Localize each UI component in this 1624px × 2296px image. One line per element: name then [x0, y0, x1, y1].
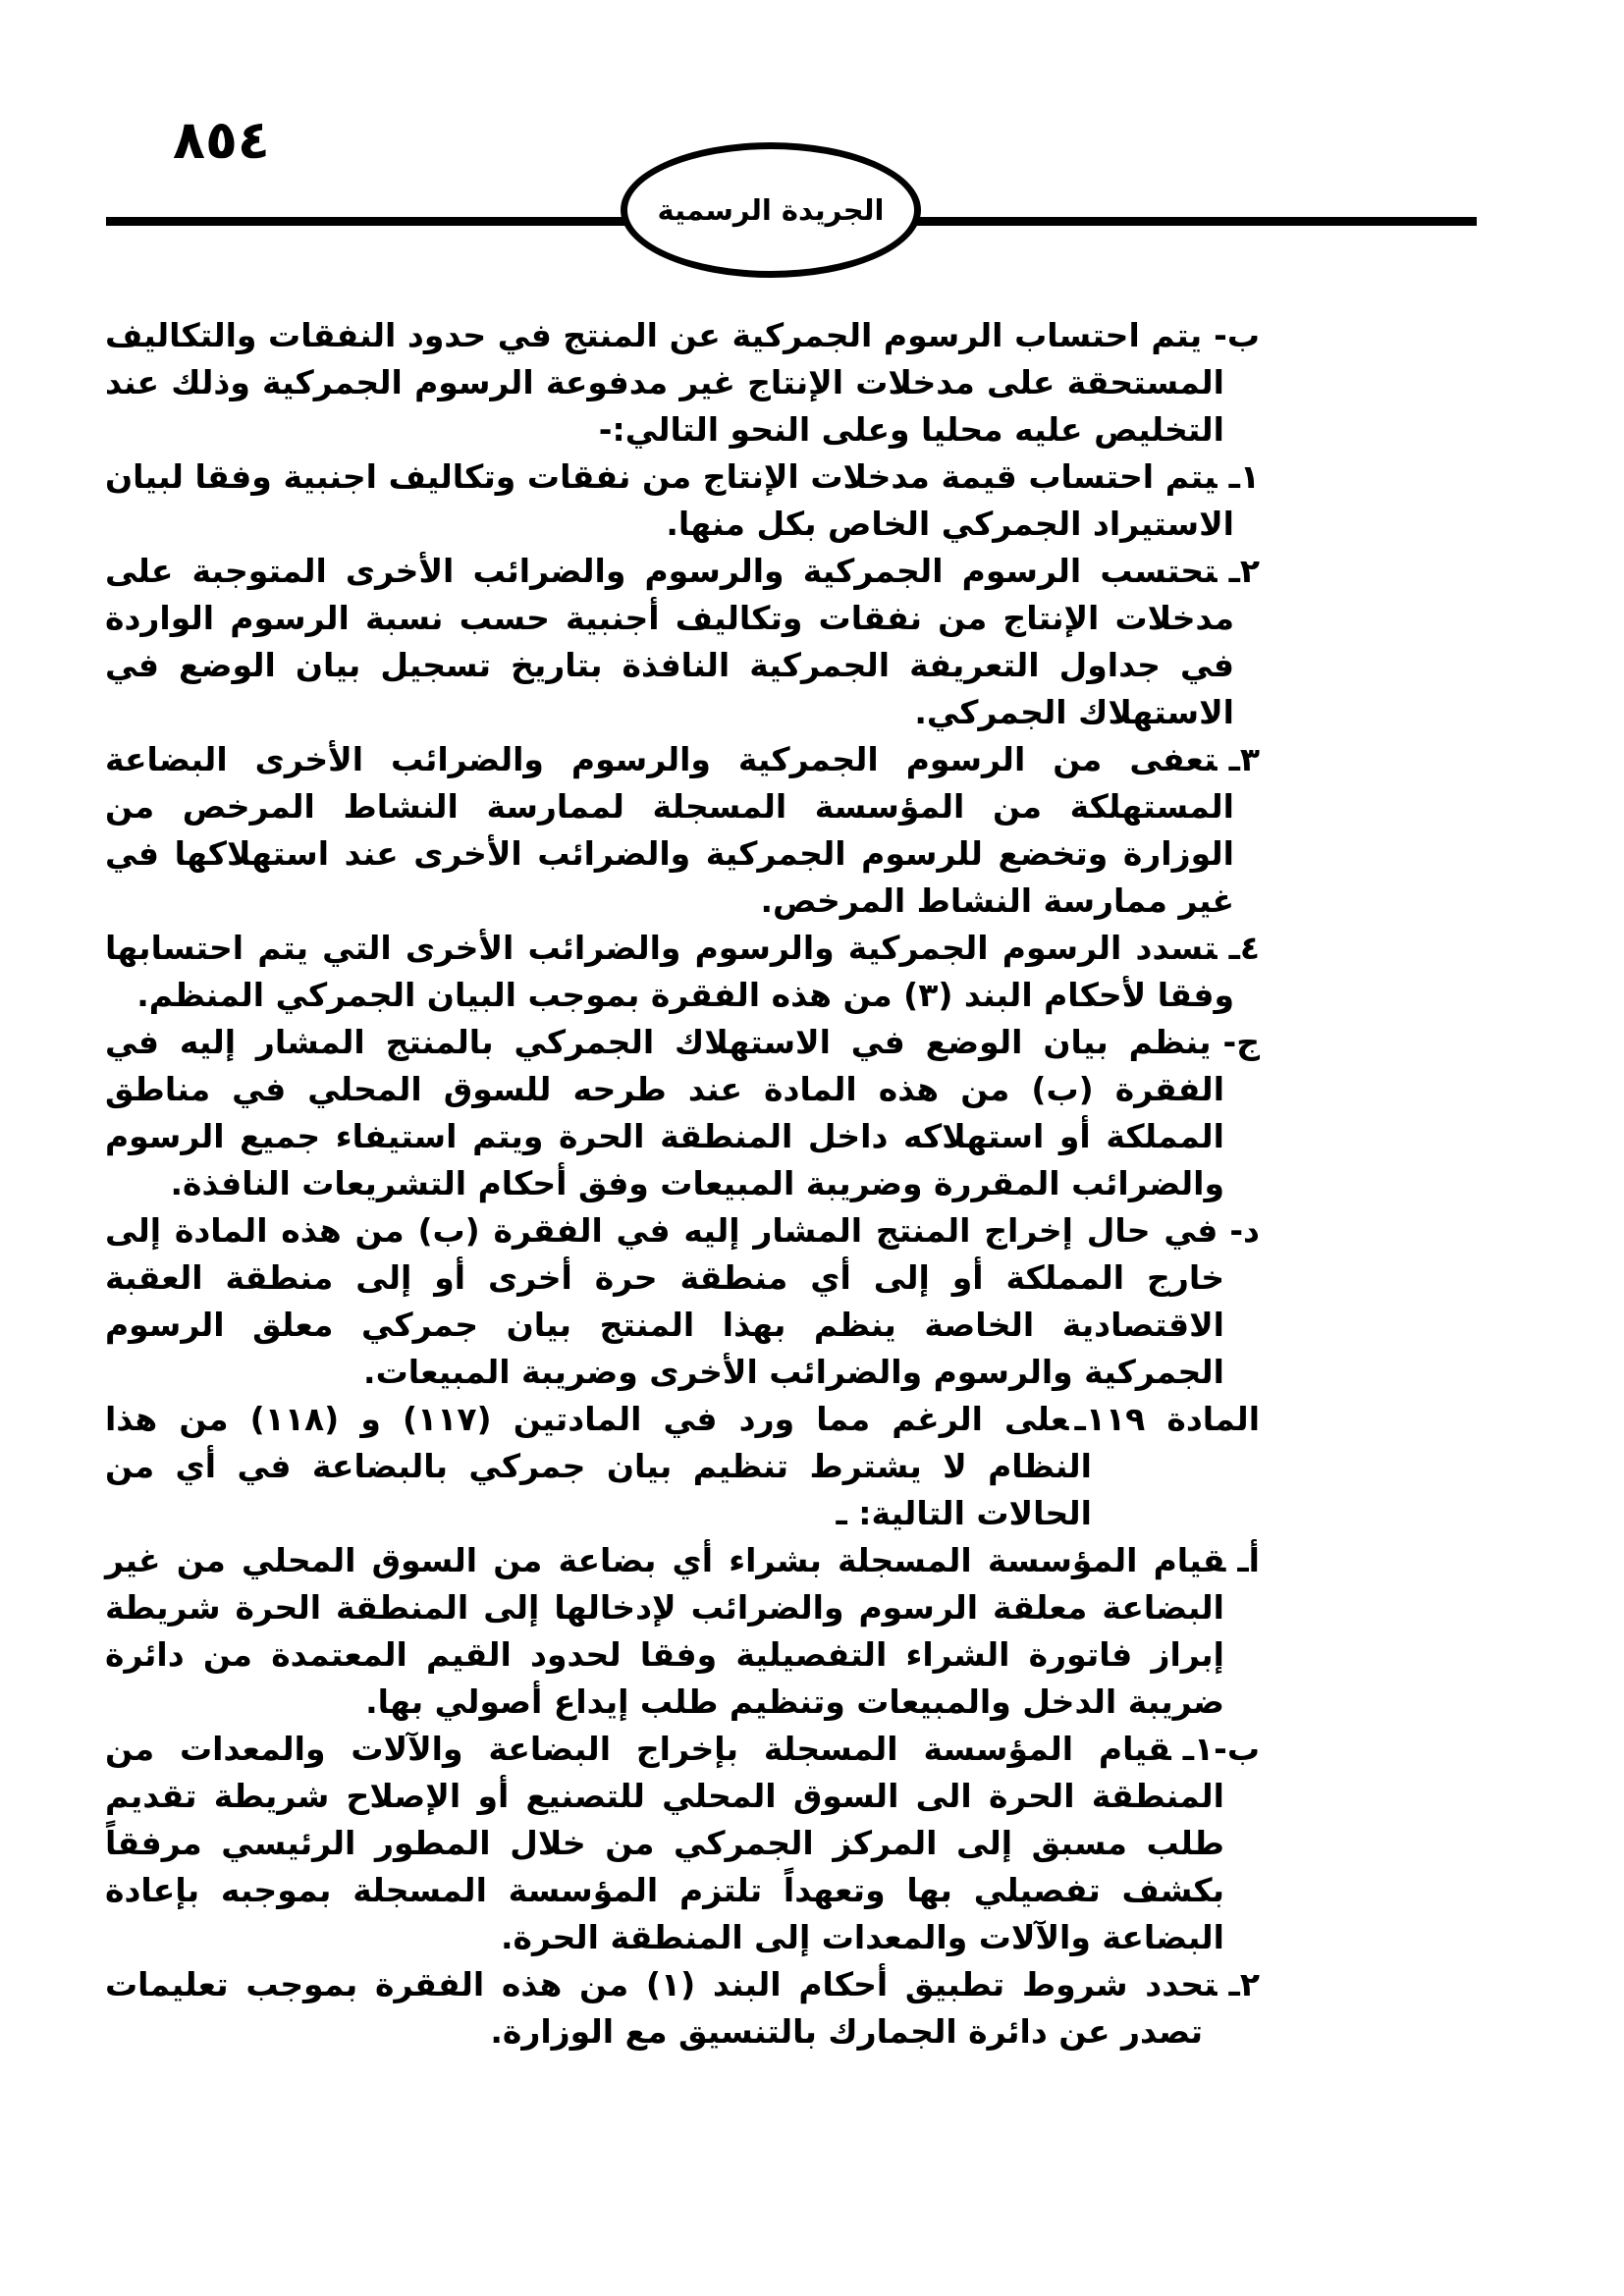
clause-a-text: قيام المؤسسة المسجلة بشراء أي بضاعة من السوق المحلي من غير البضاعة معلقة الرسوم والضرائب لإدخالها إلى المنطقة الحرة شريطة إبراز فاتورة الشراء التفصيلية وفقا لحدود القيم المعتمدة من دائرة ضريبة الدخل والمبيعات وتنظيم طلب إيداع أصولي بها.	[105, 1541, 1226, 1721]
article-119-text: على الرغم مما ورد في المادتين (١١٧) و (١١٨) من هذا النظام لا يشترط تنظيم بيان جمركي بالبضاعة في أي من الحالات التالية: ـ	[105, 1400, 1092, 1532]
subclause-3	[105, 736, 1260, 925]
subclause-2	[105, 548, 1260, 736]
clause-b1	[105, 1726, 1260, 1961]
clause-j-label: ج-	[1222, 1023, 1260, 1061]
clause-b1-text: قيام المؤسسة المسجلة بإخراج البضاعة والآلات والمعدات من المنطقة الحرة الى السوق المحلي للتصنيع أو الإصلاح شريطة تقديم طلب مسبق إلى المركز الجمركي من خلال المطور الرئيسي مرفقاً بكشف تفصيلي بها وتعهداً تلتزم المؤسسة المسجلة بموجبه بإعادة البضاعة والآلات والمعدات إلى المنطقة الحرة.	[105, 1730, 1224, 1956]
article-119-label: المادة ١١٩ـ	[1074, 1400, 1261, 1438]
subclause-4-text: تسدد الرسوم الجمركية والرسوم والضرائب الأخرى التي يتم احتسابها وفقا لأحكام البند (٣) من هذه الفقرة بموجب البيان الجمركي المنظم.	[105, 929, 1234, 1014]
subclause-2-final-text: تحدد شروط تطبيق أحكام البند (١) من هذه الفقرة بموجب تعليمات تصدر عن دائرة الجمارك بالتنسيق مع الوزارة.	[105, 1965, 1218, 2051]
clause-d-text: في حال إخراج المنتج المشار إليه في الفقرة (ب) من هذه المادة إلى خارج المملكة أو إلى أي منطقة حرة أخرى أو إلى منطقة العقبة الاقتصادية الخاصة ينظم بهذا المنتج بيان جمركي معلق الرسوم الجمركية والرسوم والضرائب الأخرى وضريبة المبيعات.	[105, 1211, 1224, 1391]
page-number: ٨٥٤	[173, 109, 270, 171]
clause-j	[105, 1019, 1260, 1207]
subclause-2-label: ٢ـ	[1228, 552, 1260, 590]
clause-j-text: ينظم بيان الوضع في الاستهلاك الجمركي بالمنتج المشار إليه في الفقرة (ب) من هذه المادة عند طرحه للسوق المحلي في مناطق المملكة أو استهلاكه داخل المنطقة الحرة ويتم استيفاء جميع الرسوم والضرائب المقررة وضريبة المبيعات وفق أحكام التشريعات النافذة.	[105, 1023, 1224, 1202]
article-119-heading	[105, 1396, 1260, 1537]
subclause-3-text: تعفى من الرسوم الجمركية والرسوم والضرائب الأخرى البضاعة المستهلكة من المؤسسة المسجلة لممارسة النشاط المرخص من الوزارة وتخضع للرسوم الجمركية والضرائب الأخرى عند استهلاكها في غير ممارسة النشاط المرخص.	[105, 740, 1234, 920]
gazette-oval-seal	[621, 142, 921, 278]
subclause-4	[105, 925, 1260, 1019]
clause-b	[105, 312, 1260, 454]
clause-d	[105, 1207, 1260, 1396]
clause-b-label: ب-	[1214, 316, 1260, 354]
article-body	[105, 312, 1260, 2056]
subclause-2-text: تحتسب الرسوم الجمركية والرسوم والضرائب الأخرى المتوجبة على مدخلات الإنتاج من نفقات وتكاليف أجنبية حسب نسبة الرسوم الواردة في جداول التعريفة الجمركية النافذة بتاريخ تسجيل بيان الوضع في الاستهلاك الجمركي.	[105, 552, 1234, 731]
subclause-1	[105, 454, 1260, 548]
subclause-4-label: ٤ـ	[1228, 929, 1260, 967]
clause-b1-label: ب-١ـ	[1182, 1730, 1260, 1768]
clause-b-text: يتم احتساب الرسوم الجمركية عن المنتج في حدود النفقات والتكاليف المستحقة على مدخلات الإنتاج غير مدفوعة الرسوم الجمركية وذلك عند التخليص عليه محليا وعلى النحو التالي:-	[105, 316, 1224, 449]
subclause-2-final-label: ٢ـ	[1228, 1965, 1260, 2003]
subclause-1-label: ١ـ	[1228, 457, 1260, 496]
clause-d-label: د-	[1229, 1211, 1260, 1250]
clause-a	[105, 1537, 1260, 1726]
gazette-title: الجريدة الرسمية	[657, 193, 885, 227]
clause-a-label: أـ	[1237, 1541, 1260, 1579]
subclause-2-final	[105, 1961, 1260, 2056]
subclause-1-text: يتم احتساب قيمة مدخلات الإنتاج من نفقات وتكاليف اجنبية وفقا لبيان الاستيراد الجمركي الخاص بكل منها.	[105, 457, 1234, 543]
subclause-3-label: ٣ـ	[1228, 740, 1260, 778]
